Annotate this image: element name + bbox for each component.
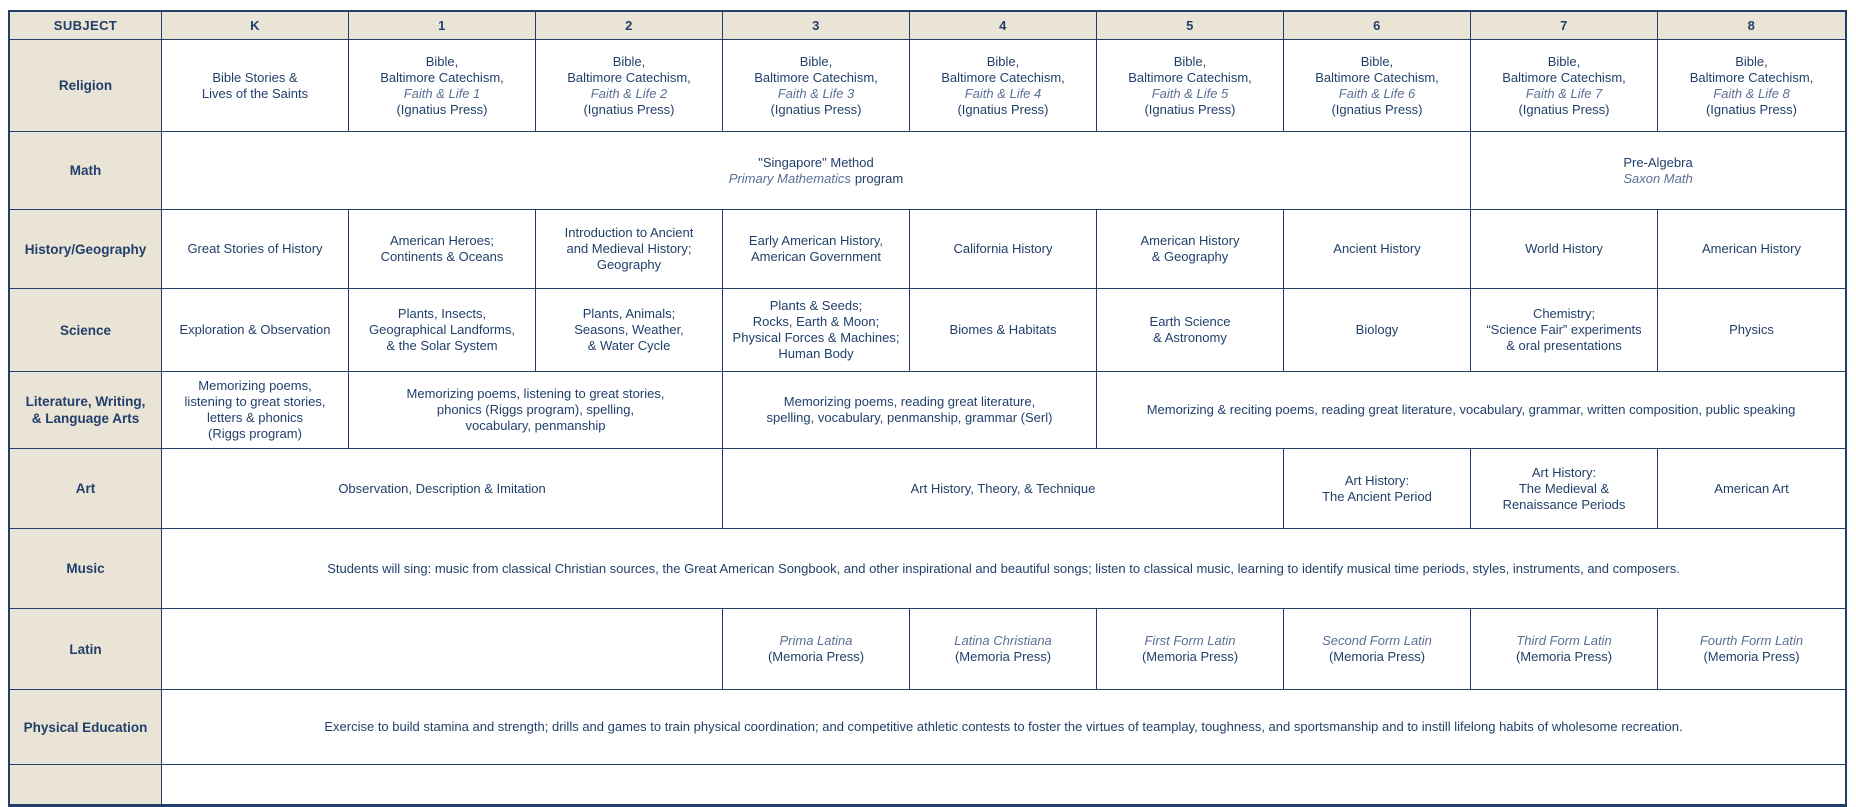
row-label-science: Science bbox=[10, 289, 162, 372]
cell-literature-1-2: Memorizing poems, listening to great stories, phonics (Riggs program), spelling, vocabulary, penmanship bbox=[349, 372, 723, 449]
cell-science-2: Plants, Animals; Seasons, Weather, & Water Cycle bbox=[536, 289, 723, 372]
header-subject: SUBJECT bbox=[10, 12, 162, 40]
cell-math-k-6: "Singapore" Method Primary Mathematics program bbox=[162, 132, 1471, 210]
row-label-art: Art bbox=[10, 449, 162, 529]
cell-history-1: American Heroes; Continents & Oceans bbox=[349, 210, 536, 289]
cell-literature-5-8: Memorizing & reciting poems, reading great literature, vocabulary, grammar, written composition, public speaking bbox=[1097, 372, 1845, 449]
cell-literature-3-4: Memorizing poems, reading great literature, spelling, vocabulary, penmanship, grammar (Serl) bbox=[723, 372, 1097, 449]
cell-science-4: Biomes & Habitats bbox=[910, 289, 1097, 372]
cell-religion-8: Bible, Baltimore Catechism, Faith & Life 8 (Ignatius Press) bbox=[1658, 40, 1845, 132]
row-label-literature: Literature, Writing, & Language Arts bbox=[10, 372, 162, 449]
cell-history-5: American History & Geography bbox=[1097, 210, 1284, 289]
cell-science-8: Physics bbox=[1658, 289, 1845, 372]
cell-history-6: Ancient History bbox=[1284, 210, 1471, 289]
header-grade-6: 6 bbox=[1284, 12, 1471, 40]
curriculum-table bbox=[8, 10, 1847, 807]
row-label-history-geography: History/Geography bbox=[10, 210, 162, 289]
row-label-physical-education: Physical Education bbox=[10, 690, 162, 765]
cell-literature-k: Memorizing poems, listening to great stories, letters & phonics (Riggs program) bbox=[162, 372, 349, 449]
cell-religion-3: Bible, Baltimore Catechism, Faith & Life 3 (Ignatius Press) bbox=[723, 40, 910, 132]
row-label-religion: Religion bbox=[10, 40, 162, 132]
cell-latin-7: Third Form Latin (Memoria Press) bbox=[1471, 609, 1658, 690]
cell-physical-education-k-8: Exercise to build stamina and strength; drills and games to train physical coordination; and competitive athletic contests to foster the virtues of teamplay, toughness, and sportsmanship and to instill lifelong habits of wholesome recreation. bbox=[162, 690, 1845, 765]
cell-science-7: Chemistry; “Science Fair” experiments & oral presentations bbox=[1471, 289, 1658, 372]
cell-religion-6: Bible, Baltimore Catechism, Faith & Life 6 (Ignatius Press) bbox=[1284, 40, 1471, 132]
cell-latin-k-2-empty bbox=[162, 609, 723, 690]
cell-religion-7: Bible, Baltimore Catechism, Faith & Life 7 (Ignatius Press) bbox=[1471, 40, 1658, 132]
cell-history-2: Introduction to Ancient and Medieval History; Geography bbox=[536, 210, 723, 289]
cell-music-k-8: Students will sing: music from classical Christian sources, the Great American Songbook, and other inspirational and beautiful songs; listen to classical music, learning to identify musical time periods, styles, instruments, and composers. bbox=[162, 529, 1845, 609]
cell-latin-5: First Form Latin (Memoria Press) bbox=[1097, 609, 1284, 690]
row-label-clipped bbox=[10, 765, 162, 805]
header-grade-3: 3 bbox=[723, 12, 910, 40]
row-label-music: Music bbox=[10, 529, 162, 609]
header-grade-4: 4 bbox=[910, 12, 1097, 40]
header-grade-1: 1 bbox=[349, 12, 536, 40]
cell-science-1: Plants, Insects, Geographical Landforms, & the Solar System bbox=[349, 289, 536, 372]
cell-art-3-5: Art History, Theory, & Technique bbox=[723, 449, 1284, 529]
cell-history-8: American History bbox=[1658, 210, 1845, 289]
cell-religion-1: Bible, Baltimore Catechism, Faith & Life 1 (Ignatius Press) bbox=[349, 40, 536, 132]
cell-science-3: Plants & Seeds; Rocks, Earth & Moon; Physical Forces & Machines; Human Body bbox=[723, 289, 910, 372]
cell-art-7: Art History: The Medieval & Renaissance Periods bbox=[1471, 449, 1658, 529]
cell-latin-6: Second Form Latin (Memoria Press) bbox=[1284, 609, 1471, 690]
cell-clipped-k-8 bbox=[162, 765, 1845, 805]
header-grade-8: 8 bbox=[1658, 12, 1845, 40]
cell-religion-2: Bible, Baltimore Catechism, Faith & Life 2 (Ignatius Press) bbox=[536, 40, 723, 132]
cell-science-k: Exploration & Observation bbox=[162, 289, 349, 372]
cell-latin-3: Prima Latina (Memoria Press) bbox=[723, 609, 910, 690]
cell-science-6: Biology bbox=[1284, 289, 1471, 372]
cell-religion-4: Bible, Baltimore Catechism, Faith & Life 4 (Ignatius Press) bbox=[910, 40, 1097, 132]
cell-history-7: World History bbox=[1471, 210, 1658, 289]
cell-math-7-8: Pre-Algebra Saxon Math bbox=[1471, 132, 1845, 210]
row-label-math: Math bbox=[10, 132, 162, 210]
header-grade-5: 5 bbox=[1097, 12, 1284, 40]
cell-art-k-2: Observation, Description & Imitation bbox=[162, 449, 723, 529]
cell-art-8: American Art bbox=[1658, 449, 1845, 529]
row-label-latin: Latin bbox=[10, 609, 162, 690]
cell-latin-8: Fourth Form Latin (Memoria Press) bbox=[1658, 609, 1845, 690]
cell-history-k: Great Stories of History bbox=[162, 210, 349, 289]
cell-history-4: California History bbox=[910, 210, 1097, 289]
cell-religion-5: Bible, Baltimore Catechism, Faith & Life 5 (Ignatius Press) bbox=[1097, 40, 1284, 132]
cell-latin-4: Latina Christiana (Memoria Press) bbox=[910, 609, 1097, 690]
cell-religion-k: Bible Stories & Lives of the Saints bbox=[162, 40, 349, 132]
header-grade-2: 2 bbox=[536, 12, 723, 40]
cell-science-5: Earth Science & Astronomy bbox=[1097, 289, 1284, 372]
header-grade-7: 7 bbox=[1471, 12, 1658, 40]
header-grade-k: K bbox=[162, 12, 349, 40]
cell-art-6: Art History: The Ancient Period bbox=[1284, 449, 1471, 529]
cell-history-3: Early American History, American Government bbox=[723, 210, 910, 289]
